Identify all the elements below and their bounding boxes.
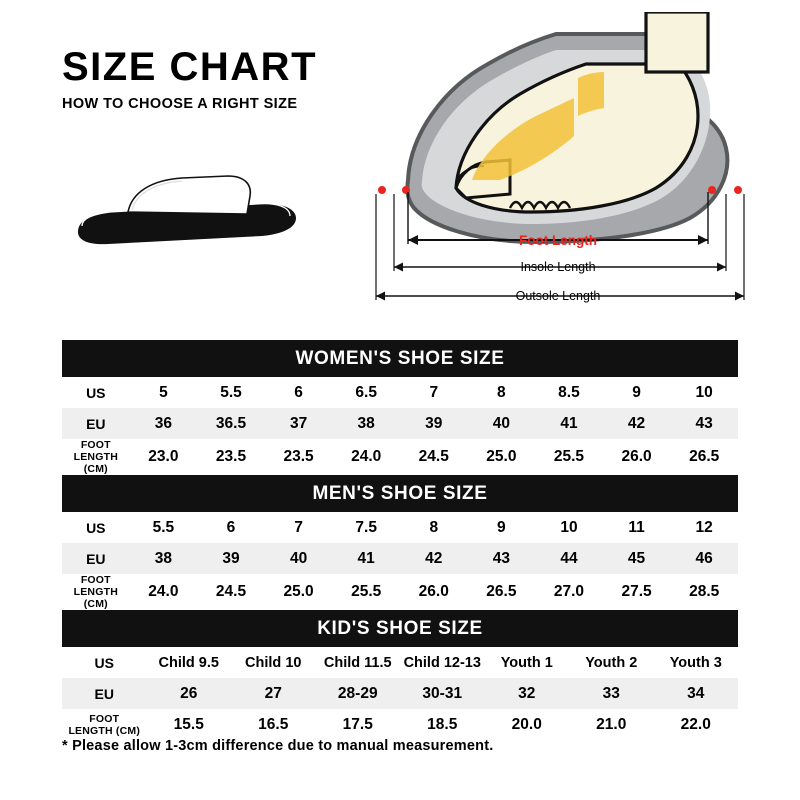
cell: 9 <box>468 512 536 543</box>
cell: 10 <box>670 377 738 408</box>
cell: 25.5 <box>535 439 603 475</box>
row-label-foot-length <box>62 574 130 610</box>
cell: 8 <box>400 512 468 543</box>
cell: 32 <box>485 678 570 709</box>
cell: 26 <box>147 678 232 709</box>
table-row <box>62 439 738 475</box>
cell: 36.5 <box>197 408 265 439</box>
cell: 23.0 <box>130 439 198 475</box>
table-row <box>62 709 738 740</box>
row-label-us: US <box>62 512 130 543</box>
row-label-eu: EU <box>62 408 130 439</box>
measurement-footnote: * Please allow 1-3cm difference due to manual measurement. <box>62 738 494 754</box>
cell: 6 <box>197 512 265 543</box>
cell: 6.5 <box>332 377 400 408</box>
cell: 27 <box>231 678 316 709</box>
foot-measurement-diagram <box>360 12 780 322</box>
cell: 21.0 <box>569 709 654 740</box>
table-row <box>62 543 738 574</box>
cell: 7 <box>400 377 468 408</box>
cell: 45 <box>603 543 671 574</box>
cell: 8.5 <box>535 377 603 408</box>
row-label-eu: EU <box>62 543 130 574</box>
cell: 9 <box>603 377 671 408</box>
insole-length-label: Insole Length <box>520 260 596 274</box>
mens-size-table <box>62 475 738 610</box>
cell: 25.5 <box>332 574 400 610</box>
mens-table-title: MEN'S SHOE SIZE <box>62 475 738 512</box>
row-label-line1: FOOT <box>80 574 111 587</box>
cell: 40 <box>265 543 333 574</box>
cell: 10 <box>535 512 603 543</box>
cell: 8 <box>468 377 536 408</box>
cell: 25.0 <box>265 574 333 610</box>
cell: 28-29 <box>316 678 401 709</box>
cell: 43 <box>468 543 536 574</box>
cell: 37 <box>265 408 333 439</box>
cell: Child 12-13 <box>400 647 485 678</box>
womens-table-title: WOMEN'S SHOE SIZE <box>62 340 738 377</box>
slide-sandal-illustration <box>66 170 306 250</box>
table-row <box>62 574 738 610</box>
cell: 46 <box>670 543 738 574</box>
cell: 26.5 <box>468 574 536 610</box>
cell: 24.0 <box>130 574 198 610</box>
row-label-line1: FOOT <box>89 712 120 725</box>
table-band-row <box>62 475 738 512</box>
cell: 6 <box>265 377 333 408</box>
row-label-foot-length <box>62 439 130 475</box>
cell: 23.5 <box>197 439 265 475</box>
cell: Youth 2 <box>569 647 654 678</box>
table-row <box>62 647 738 678</box>
page-title: SIZE CHART <box>62 45 317 89</box>
table-row <box>62 377 738 408</box>
cell: 20.0 <box>485 709 570 740</box>
cell: 5.5 <box>130 512 198 543</box>
cell: 42 <box>603 408 671 439</box>
cell: 40 <box>468 408 536 439</box>
cell: 17.5 <box>316 709 401 740</box>
cell: 23.5 <box>265 439 333 475</box>
cell: 44 <box>535 543 603 574</box>
cell: 36 <box>130 408 198 439</box>
cell: 24.5 <box>197 574 265 610</box>
cell: 16.5 <box>231 709 316 740</box>
womens-size-table <box>62 340 738 475</box>
table-row <box>62 408 738 439</box>
table-row <box>62 512 738 543</box>
cell: 38 <box>130 543 198 574</box>
cell: 33 <box>569 678 654 709</box>
cell: 26.0 <box>400 574 468 610</box>
cell: 39 <box>400 408 468 439</box>
kids-table-title: KID'S SHOE SIZE <box>62 610 738 647</box>
row-label-us: US <box>62 377 130 408</box>
cell: 27.5 <box>603 574 671 610</box>
cell: 7.5 <box>332 512 400 543</box>
cell: 26.0 <box>603 439 671 475</box>
cell: 22.0 <box>654 709 739 740</box>
cell: 28.5 <box>670 574 738 610</box>
cell: 7 <box>265 512 333 543</box>
cell: 11 <box>603 512 671 543</box>
cell: 5 <box>130 377 198 408</box>
cell: Youth 1 <box>485 647 570 678</box>
cell: 5.5 <box>197 377 265 408</box>
cell: 27.0 <box>535 574 603 610</box>
cell: 43 <box>670 408 738 439</box>
foot-length-label: Foot Length <box>519 233 597 248</box>
row-label-eu: EU <box>62 678 147 709</box>
cell: 12 <box>670 512 738 543</box>
cell: 38 <box>332 408 400 439</box>
cell: 34 <box>654 678 739 709</box>
cell: 42 <box>400 543 468 574</box>
row-label-line2: LENGTH (CM) <box>73 451 118 476</box>
row-label-line1: FOOT <box>80 439 111 451</box>
cell: Child 9.5 <box>147 647 232 678</box>
cell: 26.5 <box>670 439 738 475</box>
outsole-length-label: Outsole Length <box>515 289 601 303</box>
cell: 41 <box>332 543 400 574</box>
cell: 24.0 <box>332 439 400 475</box>
size-tables <box>62 340 738 740</box>
cell: 15.5 <box>147 709 232 740</box>
cell: 24.5 <box>400 439 468 475</box>
cell: Youth 3 <box>654 647 739 678</box>
cell: 18.5 <box>400 709 485 740</box>
cell: Child 11.5 <box>316 647 401 678</box>
cell: 30-31 <box>400 678 485 709</box>
table-band-row <box>62 340 738 377</box>
row-label-foot-length <box>62 709 147 740</box>
row-label-us: US <box>62 647 147 678</box>
row-label-line2: LENGTH (CM) <box>73 586 118 611</box>
kids-size-table <box>62 610 738 740</box>
table-band-row <box>62 610 738 647</box>
cell: 39 <box>197 543 265 574</box>
table-row <box>62 678 738 709</box>
cell: 25.0 <box>468 439 536 475</box>
page-subtitle: HOW TO CHOOSE A RIGHT SIZE <box>62 96 298 112</box>
row-label-line2: LENGTH (CM) <box>68 724 141 737</box>
cell: Child 10 <box>231 647 316 678</box>
header <box>62 46 362 112</box>
cell: 41 <box>535 408 603 439</box>
